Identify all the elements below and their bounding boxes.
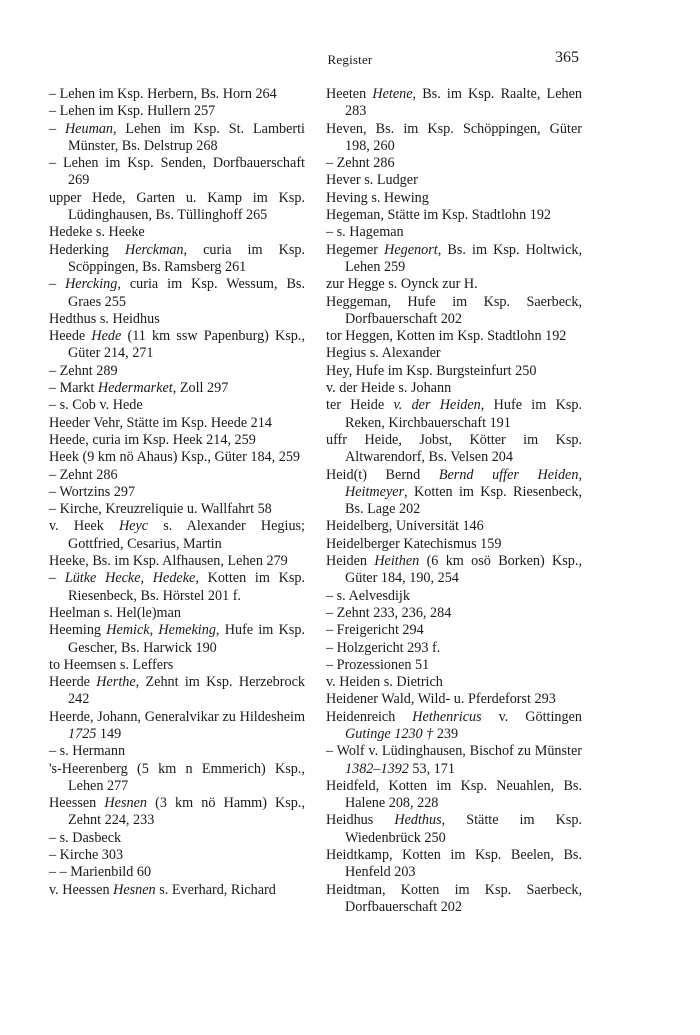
index-entry: Hederking Herckman, curia im Ksp. Scöppingen, Bs. Ramsberg 261 <box>49 241 305 275</box>
index-entry: Heerde Herthe, Zehnt im Ksp. Herzebrock 242 <box>49 674 305 708</box>
index-entry: Hegeman, Stätte im Ksp. Stadtlohn 192 <box>326 207 552 224</box>
index-entry: – Zehnt 286 <box>49 466 118 483</box>
index-entry: – Wolf v. Lüdinghausen, Bischof zu Münster 1382–1392 53, 171 <box>326 743 582 777</box>
index-column-right <box>326 86 582 916</box>
index-entry: Heeder Vehr, Stätte im Ksp. Heede 214 <box>49 414 272 431</box>
index-entry: – Kirche, Kreuzreliquie u. Wallfahrt 58 <box>49 501 272 518</box>
index-entry: upper Hede, Garten u. Kamp im Ksp. Lüdinghausen, Bs. Tüllinghoff 265 <box>49 189 305 224</box>
index-entry: v. Heessen Hesnen s. Everhard, Richard <box>49 881 276 898</box>
page-number: 365 <box>555 49 579 66</box>
index-entry: Heidfeld, Kotten im Ksp. Neuahlen, Bs. Halene 208, 228 <box>326 777 582 812</box>
index-entry: to Heemsen s. Leffers <box>49 656 174 673</box>
index-entry: – Lehen im Ksp. Hullern 257 <box>49 103 216 120</box>
index-entry: Heidener Wald, Wild- u. Pferdeforst 293 <box>326 691 556 708</box>
index-entry: – s. Cob v. Hede <box>49 397 143 414</box>
index-entry: Heerde, Johann, Generalvikar zu Hildesheim 1725 149 <box>49 708 305 742</box>
index-entry: Hey, Hufe im Ksp. Burgsteinfurt 250 <box>326 362 537 379</box>
index-entry: – Zehnt 289 <box>49 362 118 379</box>
index-entry: Heelman s. Hel(le)man <box>49 604 181 621</box>
index-entry: v. Heek Heyc s. Alexander Hegius; Gottfried, Cesarius, Martin <box>49 518 305 552</box>
index-entry: Heggeman, Hufe im Ksp. Saerbeck, Dorfbauerschaft 202 <box>326 293 582 327</box>
index-entry: – Kirche 303 <box>49 847 124 864</box>
index-entry: – Lütke Hecke, Hedeke, Kotten im Ksp. Riesenbeck, Bs. Hörstel 201 f. <box>49 570 306 604</box>
index-entry: Hedeke s. Heeke <box>49 224 145 241</box>
index-entry: – s. Hermann <box>49 743 126 760</box>
index-entry: Heeten Hetene, Bs. im Ksp. Raalte, Lehen 283 <box>326 86 582 120</box>
index-entry: Heid(t) Bernd Bernd uffer Heiden, Heitmeyer, Kotten im Ksp. Riesenbeck, Bs. Lage 202 <box>326 466 582 518</box>
index-entry: Heeming Hemick, Hemeking, Hufe im Ksp. Gescher, Bs. Harwick 190 <box>49 622 305 656</box>
index-entry: Heede Hede (11 km ssw Papenburg) Ksp., Güter 214, 271 <box>49 328 305 362</box>
index-entry: Heeke, Bs. im Ksp. Alfhausen, Lehen 279 <box>49 553 288 570</box>
index-entry: Heidelberger Katechismus 159 <box>326 535 502 552</box>
index-entry: – Freigericht 294 <box>326 622 424 639</box>
index-entry: – Prozessionen 51 <box>326 656 430 673</box>
page-header <box>0 49 700 71</box>
index-entry: Heidhus Hedthus, Stätte im Ksp. Wiedenbrück 250 <box>326 812 582 846</box>
index-entry: Hedthus s. Heidhus <box>49 310 160 327</box>
index-entry: Hegemer Hegenort, Bs. im Ksp. Holtwick, Lehen 259 <box>326 241 583 275</box>
index-entry: – s. Aelvesdijk <box>326 587 410 604</box>
index-entry: ter Heide v. der Heiden, Hufe im Ksp. Reken, Kirchbauerschaft 191 <box>326 397 582 431</box>
index-entry: – Lehen im Ksp. Senden, Dorfbauerschaft 269 <box>49 155 305 189</box>
index-entry: – s. Hageman <box>326 224 404 241</box>
index-entry: – Wortzins 297 <box>49 483 136 500</box>
index-entry: tor Heggen, Kotten im Ksp. Stadtlohn 192 <box>326 328 567 345</box>
index-entry: Heiden Heithen (6 km osö Borken) Ksp., Güter 184, 190, 254 <box>326 553 582 587</box>
index-entry: uffr Heide, Jobst, Kötter im Ksp. Altwarendorf, Bs. Velsen 204 <box>326 431 582 466</box>
index-entry: Heek (9 km nö Ahaus) Ksp., Güter 184, 259 <box>49 449 301 466</box>
index-entry: Heving s. Hewing <box>326 189 429 206</box>
index-entry: Heidelberg, Universität 146 <box>326 518 484 535</box>
index-entry: Hever s. Ludger <box>326 172 418 189</box>
index-entry: Heede, curia im Ksp. Heek 214, 259 <box>49 431 256 448</box>
index-entry: – Holzgericht 293 f. <box>326 639 441 656</box>
index-entry: – Heuman, Lehen im Ksp. St. Lamberti Münster, Bs. Delstrup 268 <box>49 120 305 154</box>
index-entry: – s. Dasbeck <box>49 829 122 846</box>
index-entry: Heidtkamp, Kotten im Ksp. Beelen, Bs. Henfeld 203 <box>326 847 582 881</box>
index-entry: – Zehnt 233, 236, 284 <box>326 604 452 621</box>
index-entry: – – Marienbild 60 <box>49 864 152 881</box>
index-entry: zur Hegge s. Oynck zur H. <box>326 276 478 293</box>
index-entry: – Markt Hedermarket, Zoll 297 <box>49 380 229 397</box>
index-entry: Hegius s. Alexander <box>326 345 441 362</box>
index-entry: – Lehen im Ksp. Herbern, Bs. Horn 264 <box>49 86 277 102</box>
running-title: Register <box>327 52 373 67</box>
index-entry: 's-Heerenberg (5 km n Emmerich) Ksp., Lehen 277 <box>49 760 305 794</box>
index-entry: Heven, Bs. im Ksp. Schöppingen, Güter 198, 260 <box>326 120 582 154</box>
index-entry: – Zehnt 286 <box>326 155 395 172</box>
index-entry: Heidenreich Hethenricus v. Göttingen Gutinge 1230 † 239 <box>326 708 582 742</box>
index-entry: v. Heiden s. Dietrich <box>326 674 443 691</box>
index-entry: Heessen Hesnen (3 km nö Hamm) Ksp., Zehnt 224, 233 <box>49 795 305 829</box>
index-column-left <box>49 86 305 899</box>
index-entry: Heidtman, Kotten im Ksp. Saerbeck, Dorfbauerschaft 202 <box>326 881 582 915</box>
index-entry: v. der Heide s. Johann <box>326 380 452 397</box>
index-entry: – Hercking, curia im Ksp. Wessum, Bs. Graes 255 <box>49 276 305 310</box>
